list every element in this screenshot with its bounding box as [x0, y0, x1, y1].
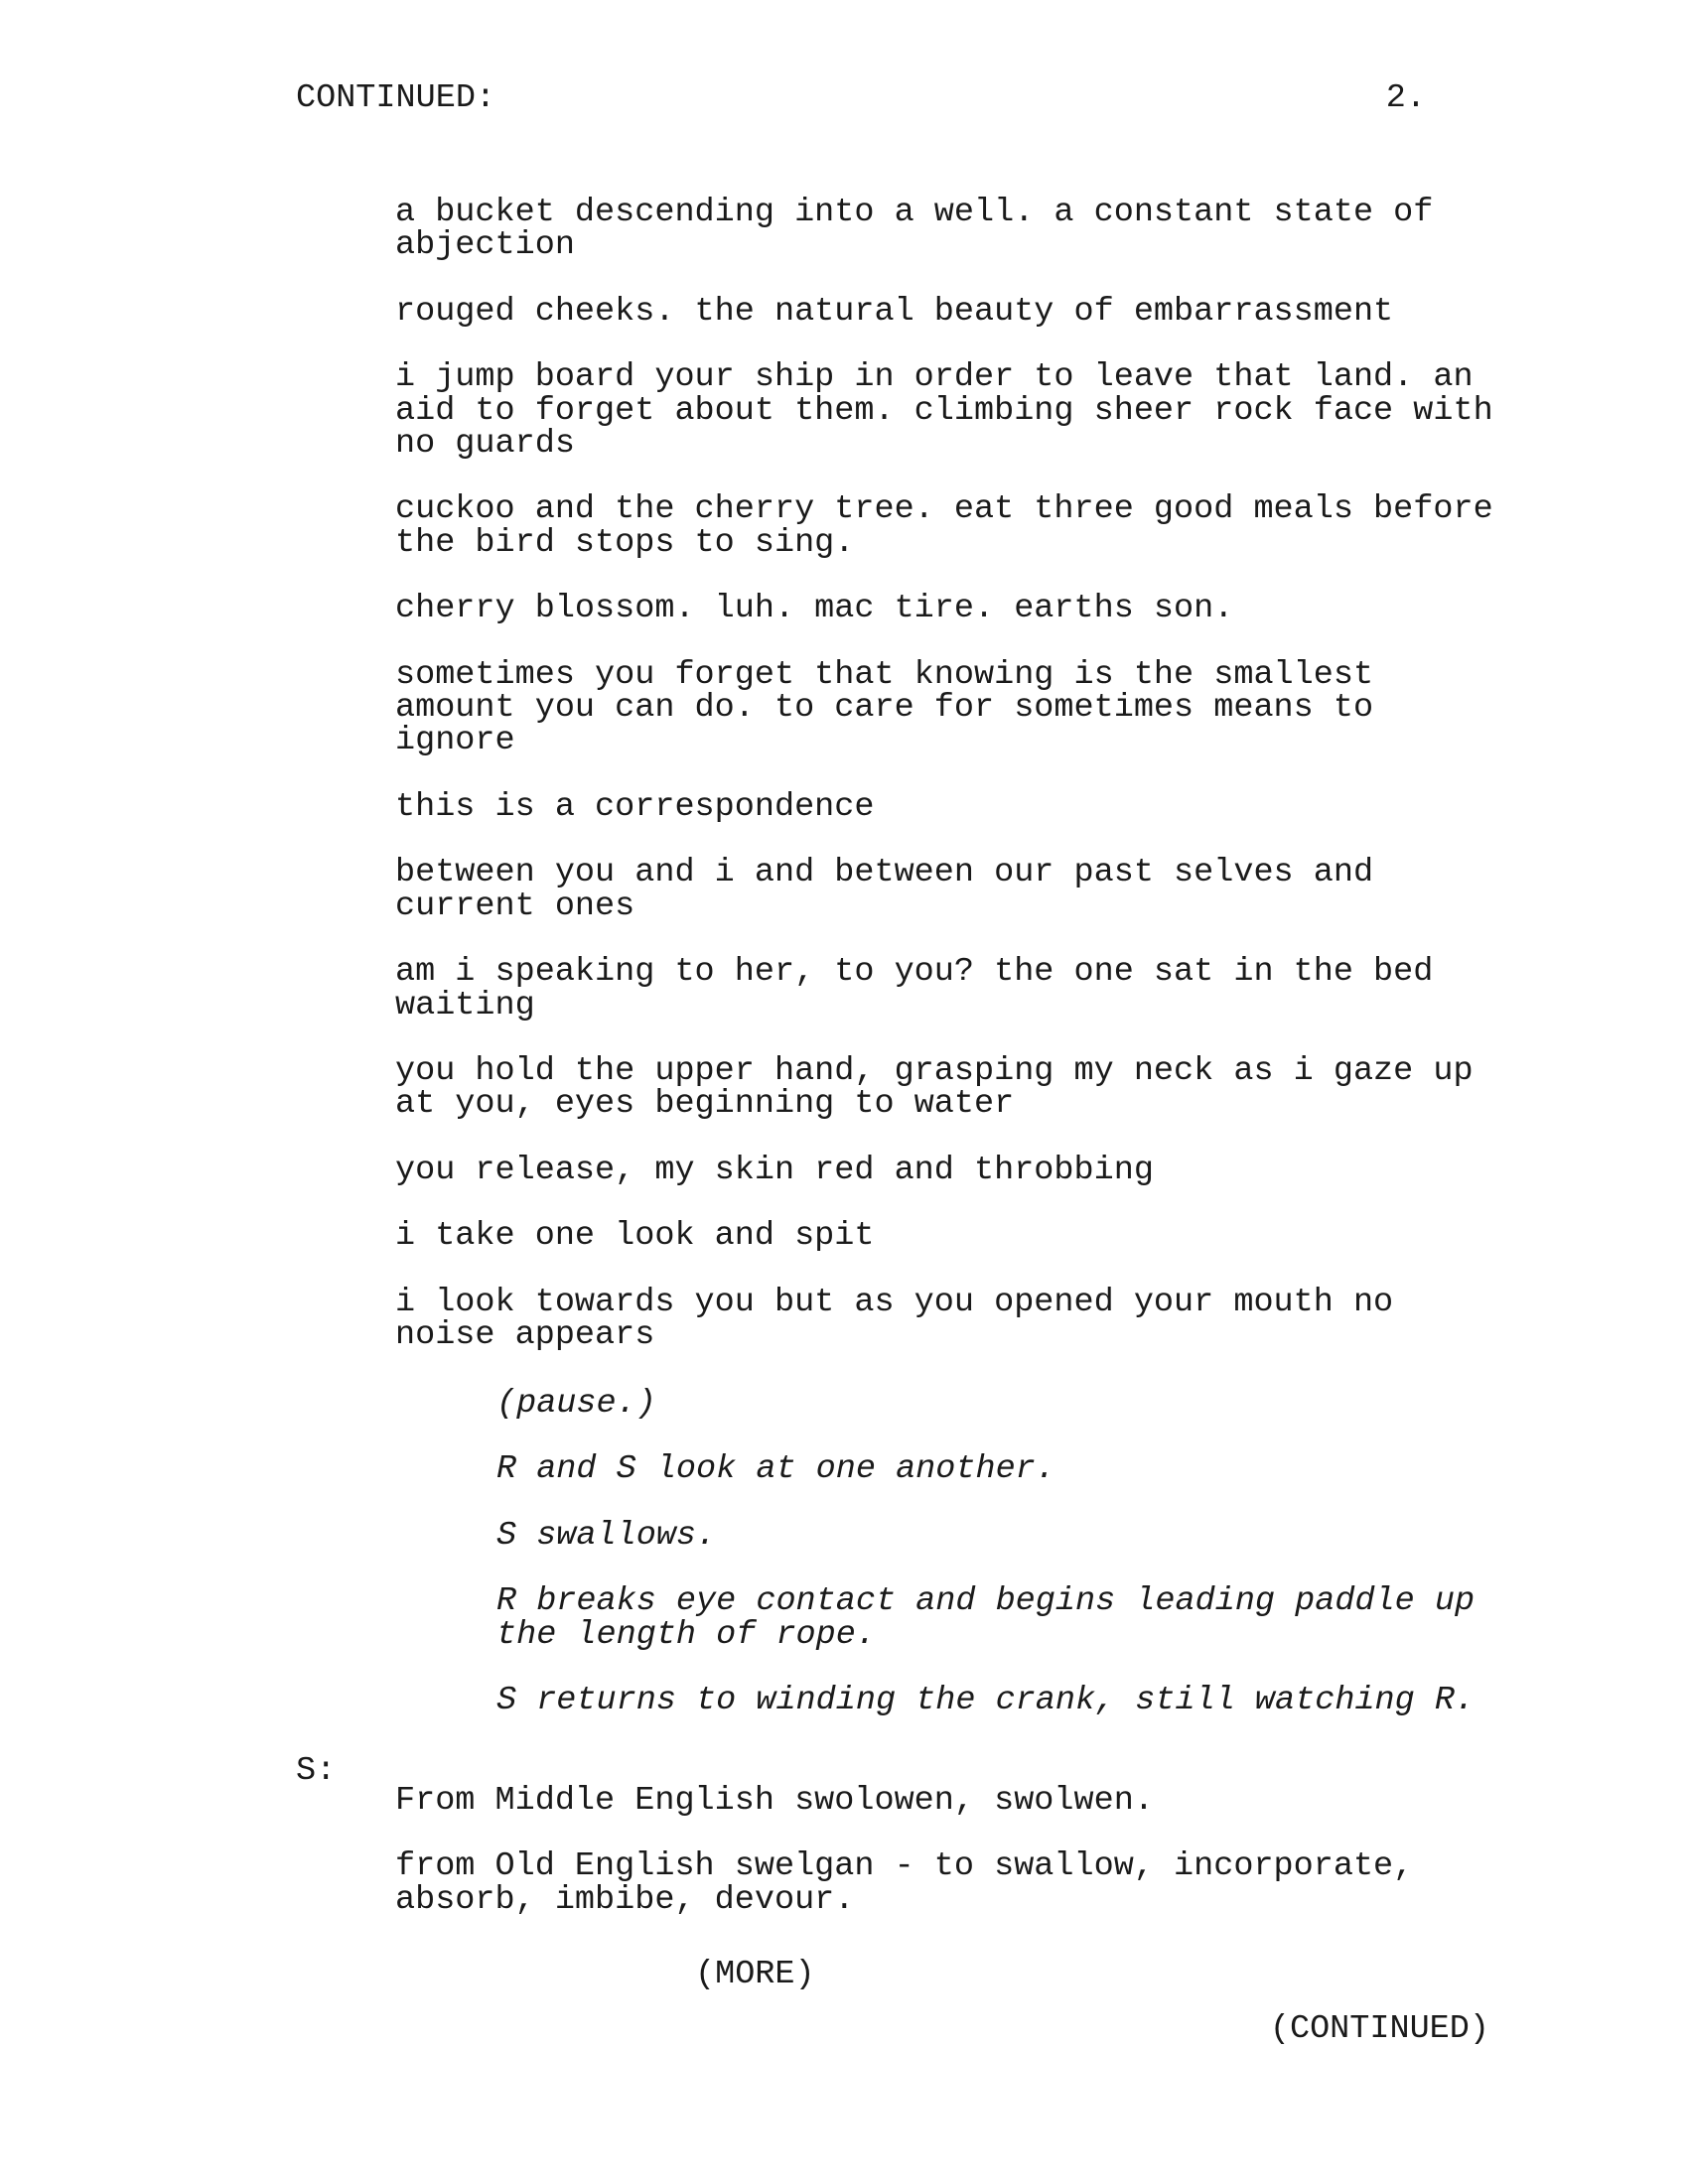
character-name: S: [296, 1752, 337, 1790]
continued-footer: (CONTINUED) [1269, 2010, 1489, 2048]
dialogue-line: rouged cheeks. the natural beauty of embarrassment [395, 292, 1394, 331]
dialogue-line: cuckoo and the cherry tree. eat three good meals before the bird stops to sing. [395, 490, 1493, 562]
dialogue-line: From Middle English swolowen, swolwen. [395, 1782, 1154, 1820]
continued-header: CONTINUED: [296, 79, 496, 117]
dialogue-block-2 [395, 1782, 1497, 1950]
dialogue-block [395, 194, 1497, 1385]
dialogue-line: i take one look and spit [395, 1217, 875, 1256]
dialogue-line: am i speaking to her, to you? the one sat in the bed waiting [395, 953, 1434, 1024]
dialogue-line: from Old English swelgan - to swallow, incorporate, absorb, imbibe, devour. [395, 1847, 1414, 1919]
dialogue-line: a bucket descending into a well. a constant state of abjection [395, 194, 1434, 265]
dialogue-line: cherry blossom. luh. mac tire. earths son. [395, 590, 1234, 628]
direction-line: S swallows. [496, 1516, 717, 1555]
more-marker: (MORE) [695, 1956, 815, 1993]
dialogue-line: i jump board your ship in order to leave that land. an aid to forget about them. climbing sheer rock face with no guards [395, 358, 1493, 464]
page-number: 2. [1385, 79, 1426, 117]
dialogue-line: i look towards you but as you opened your mouth no noise appears [395, 1283, 1394, 1354]
dialogue-line: sometimes you forget that knowing is the smallest amount you can do. to care for sometimes means to ignore [395, 655, 1374, 760]
direction-line: R and S look at one another. [496, 1450, 1055, 1489]
dialogue-line: you release, my skin red and throbbing [395, 1151, 1154, 1189]
stage-directions [496, 1385, 1499, 1750]
direction-line: (pause.) [496, 1385, 656, 1423]
dialogue-line: you hold the upper hand, grasping my neck as i gaze up at you, eyes beginning to water [395, 1051, 1474, 1124]
direction-line: S returns to winding the crank, still watching R. [496, 1682, 1476, 1720]
dialogue-line: this is a correspondence [395, 787, 875, 826]
direction-line: R breaks eye contact and begins leading paddle up the length of rope. [496, 1582, 1476, 1654]
dialogue-line: between you and i and between our past selves and current ones [395, 854, 1374, 925]
